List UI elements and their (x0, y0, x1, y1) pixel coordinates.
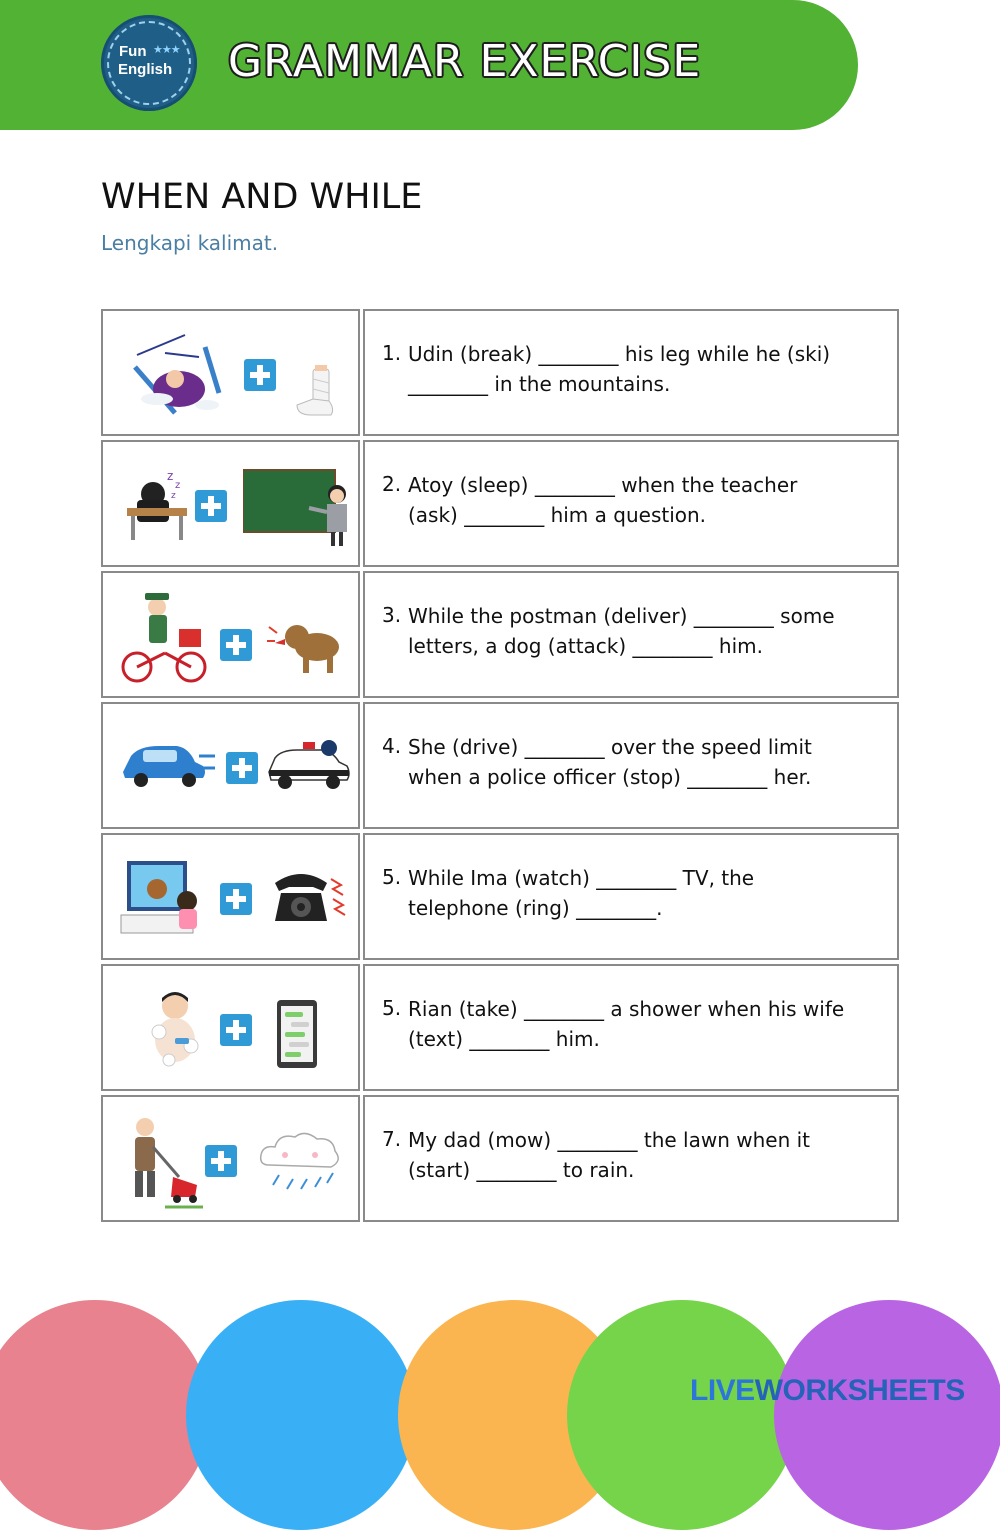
liveworksheets-logo (690, 1374, 965, 1408)
smartphone-chat-icon (277, 1000, 319, 1070)
exercise-image-cell (101, 440, 360, 567)
stars-icon: ★★★ (153, 43, 180, 56)
brand-part-worksheets: WORKSHEETS (754, 1374, 965, 1407)
sentence-line: (ask) ________ him a question. (408, 503, 707, 527)
exercise-row (101, 833, 899, 958)
exercise-number: 4. (382, 734, 402, 758)
exercise-image-cell (101, 571, 360, 698)
decor-circle-green (567, 1300, 797, 1530)
sentence-line: telephone (ring) ________. (408, 896, 663, 920)
exercise-text-cell (363, 571, 899, 698)
exercise-image-cell (101, 1095, 360, 1222)
sentence-line: While Ima (watch) ________ TV, the (408, 866, 755, 890)
plus-icon (226, 752, 258, 784)
decor-circle-purple (774, 1300, 1000, 1530)
boy-shower-icon (145, 988, 205, 1072)
fun-english-logo (101, 15, 197, 111)
teacher-blackboard-icon (243, 468, 353, 550)
exercise-row (101, 309, 899, 434)
exercise-text-cell (363, 309, 899, 436)
sentence-line: Rian (take) ________ a shower when his wife (408, 997, 845, 1021)
exercise-number: 1. (382, 341, 402, 365)
svg-text:z: z (171, 491, 176, 501)
exercise-sentence (408, 732, 878, 792)
exercise-text-cell (363, 964, 899, 1091)
exercise-sentence (408, 863, 878, 923)
sentence-line: Atoy (sleep) ________ when the teacher (408, 473, 798, 497)
sentence-line: (start) ________ to rain. (408, 1158, 635, 1182)
exercise-number: 3. (382, 603, 402, 627)
postman-bicycle-icon (121, 587, 213, 685)
man-mowing-lawn-icon (125, 1115, 205, 1213)
plus-icon (205, 1145, 237, 1177)
barking-dog-icon (267, 613, 347, 677)
sentence-line: While the postman (deliver) ________ some (408, 604, 835, 628)
sentence-line: letters, a dog (attack) ________ him. (408, 634, 763, 658)
exercise-text-cell (363, 702, 899, 829)
exercise-text-cell (363, 833, 899, 960)
logo-text-fun: Fun (119, 43, 147, 60)
plus-icon (195, 490, 227, 522)
exercise-image-cell (101, 833, 360, 960)
instruction-text: Lengkapi kalimat. (101, 231, 279, 255)
exercise-row (101, 571, 899, 696)
sentence-line: Udin (break) ________ his leg while he (ski) (408, 342, 831, 366)
police-car-icon (267, 734, 353, 798)
exercise-row (101, 1095, 899, 1220)
sentence-line: (text) ________ him. (408, 1027, 600, 1051)
plus-icon (220, 629, 252, 661)
plus-icon (220, 883, 252, 915)
plus-icon (244, 359, 276, 391)
exercise-number: 7. (382, 1127, 402, 1151)
skier-falling-icon (127, 327, 227, 417)
speeding-car-icon (119, 738, 215, 794)
exercise-sentence (408, 339, 878, 399)
exercise-row (101, 702, 899, 827)
decor-circle-pink (0, 1300, 210, 1530)
exercise-sentence (408, 994, 878, 1054)
exercise-image-cell (101, 309, 360, 436)
svg-text:z: z (175, 480, 181, 491)
brand-part-live: LIVE (690, 1374, 755, 1407)
exercise-row (101, 964, 899, 1089)
section-title: WHEN AND WHILE (101, 177, 423, 217)
exercise-number: 5. (382, 865, 402, 889)
logo-text-english: English (118, 61, 173, 78)
plus-icon (220, 1014, 252, 1046)
rain-cloud-icon (259, 1129, 341, 1199)
exercise-text-cell (363, 1095, 899, 1222)
exercise-text-cell (363, 440, 899, 567)
exercise-sentence (408, 470, 878, 530)
exercise-sentence (408, 601, 878, 661)
decor-circle-blue (186, 1300, 416, 1530)
sleeping-student-icon (123, 466, 193, 544)
sentence-line: She (drive) ________ over the speed limit (408, 735, 812, 759)
page-title: GRAMMAR EXERCISE (228, 36, 702, 87)
exercise-image-cell (101, 702, 360, 829)
exercise-row (101, 440, 899, 565)
exercise-number: 5. (382, 996, 402, 1020)
sentence-line: ________ in the mountains. (408, 372, 671, 396)
exercise-image-cell (101, 964, 360, 1091)
exercise-number: 2. (382, 472, 402, 496)
girl-watching-tv-icon (119, 857, 205, 939)
ringing-telephone-icon (271, 865, 351, 927)
sentence-line: My dad (mow) ________ the lawn when it (408, 1128, 811, 1152)
bandaged-foot-icon (291, 365, 341, 421)
svg-text:z: z (167, 469, 174, 483)
sentence-line: when a police officer (stop) ________ her. (408, 765, 812, 789)
exercise-sentence (408, 1125, 878, 1185)
